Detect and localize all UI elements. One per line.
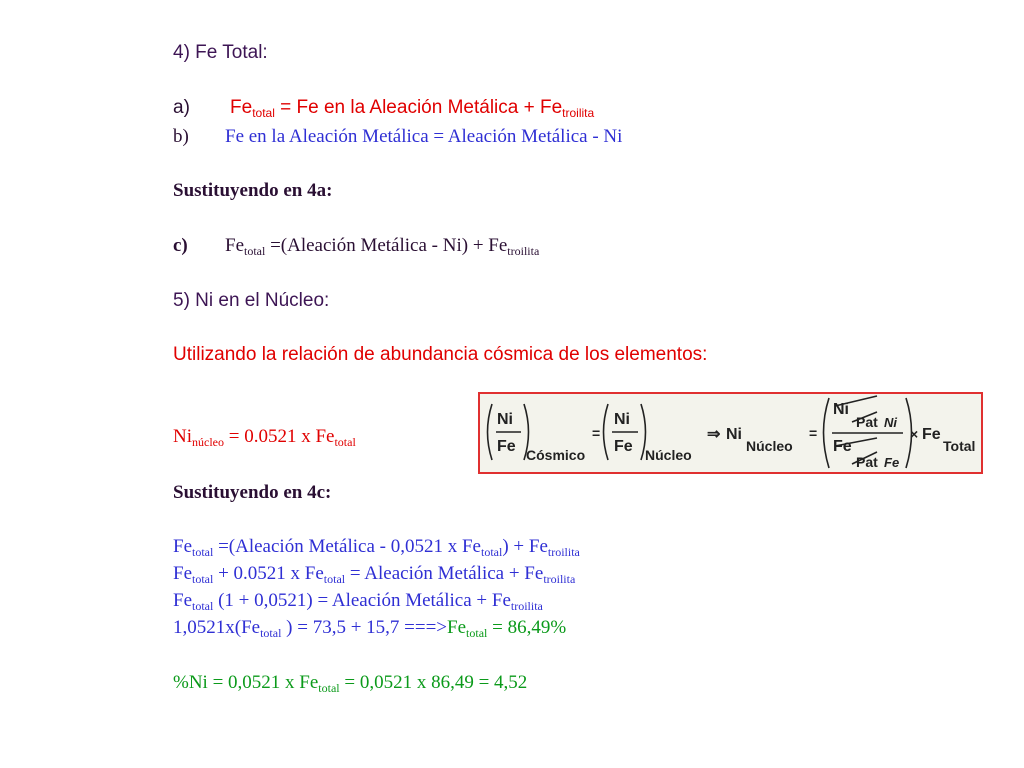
eq1-p3: ) + Fe xyxy=(502,536,548,557)
f-pat-ni: Ni xyxy=(884,415,897,430)
eq3-p2: (1 + 0,0521) = Aleación Metálica + Fe xyxy=(213,590,511,611)
equation-line-4 xyxy=(173,617,566,639)
sustituyendo-4a: Sustituyendo en 4a: xyxy=(173,180,333,201)
eq2-p1: Fe xyxy=(173,563,192,584)
eq1-p1: Fe xyxy=(173,536,192,557)
eq3-s2: troilita xyxy=(510,599,543,613)
eq2-p2: + 0.0521 x Fe xyxy=(213,563,324,584)
equation-a xyxy=(173,97,594,119)
f-cosmico: Cósmico xyxy=(526,447,586,463)
eq-a-fe: Fe xyxy=(230,97,253,118)
eq2-s3: troilita xyxy=(543,572,576,586)
eq4-p3: Fe xyxy=(447,617,467,638)
eq-b-text: Fe en la Aleación Metálica = Aleación Metálica - Ni xyxy=(225,126,623,147)
equation-b xyxy=(173,126,622,148)
f-ni-2: Ni xyxy=(614,411,630,428)
eq-a-sub-total: total xyxy=(252,106,275,120)
equation-line-1 xyxy=(173,536,580,558)
sustituyendo-4c: Sustituyendo en 4c: xyxy=(173,482,332,503)
f-nucleo-1: Núcleo xyxy=(645,447,692,463)
ni-nucleo-equation xyxy=(173,426,356,448)
f-pat-1: Pat xyxy=(856,414,878,430)
f-eq-1: = xyxy=(592,425,601,441)
f-total: Total xyxy=(943,438,976,454)
f-fe-3: Fe xyxy=(833,438,852,455)
label-b: b) xyxy=(173,126,189,147)
eq4-p2: ) = 73,5 + 15,7 ===> xyxy=(281,617,448,638)
eq4-s3: total xyxy=(466,626,488,640)
final-p1: %Ni = 0,0521 x Fe xyxy=(173,672,319,693)
ni-mid: = 0.0521 x Fe xyxy=(224,426,335,447)
f-fe-4: Fe xyxy=(922,426,941,443)
ni-sub-nucleo: núcleo xyxy=(192,435,224,449)
eq4-s1: total xyxy=(260,626,282,640)
eq-a-sub-troilita: troilita xyxy=(562,106,595,120)
cosmic-abundance-formula xyxy=(478,392,983,474)
label-c: c) xyxy=(173,235,188,256)
section-5-heading: 5) Ni en el Núcleo: xyxy=(173,290,330,311)
eq1-s1: total xyxy=(192,545,214,559)
eq3-p1: Fe xyxy=(173,590,192,611)
eq-c-fe: Fe xyxy=(225,235,244,256)
equation-line-2 xyxy=(173,563,575,585)
final-s1: total xyxy=(318,681,340,695)
label-a: a) xyxy=(173,97,190,118)
eq2-p3: = Aleación Metálica + Fe xyxy=(345,563,544,584)
eq2-s2: total xyxy=(323,572,346,586)
final-p2: = 0,0521 x 86,49 = 4,52 xyxy=(339,672,528,693)
eq1-s2: total xyxy=(481,545,503,559)
eq-a-rest: = Fe en la Aleación Metálica + Fe xyxy=(274,97,563,118)
f-nucleo-2: Núcleo xyxy=(746,438,793,454)
formula-graphic xyxy=(480,394,981,472)
eq-c-rest: =(Aleación Metálica - Ni) + Fe xyxy=(265,235,508,256)
eq1-s3: troilita xyxy=(547,545,580,559)
ni-sub-total: total xyxy=(334,435,356,449)
f-fe-2: Fe xyxy=(614,438,633,455)
eq4-p1: 1,0521x(Fe xyxy=(173,617,261,638)
ni-text: Ni xyxy=(173,426,192,447)
f-pat-2: Pat xyxy=(856,454,878,470)
f-ni-4: Ni xyxy=(833,401,849,418)
f-pat-fe: Fe xyxy=(884,455,900,470)
eq3-s1: total xyxy=(192,599,214,613)
f-eq-2: = xyxy=(809,425,818,441)
equation-c xyxy=(173,235,539,257)
f-times: × xyxy=(910,426,919,442)
final-result xyxy=(173,672,527,694)
equation-line-3 xyxy=(173,590,543,612)
section-4-heading: 4) Fe Total: xyxy=(173,42,268,63)
f-fe-1: Fe xyxy=(497,438,516,455)
eq2-s1: total xyxy=(192,572,214,586)
f-arrow: ⇒ xyxy=(707,426,721,443)
eq1-p2: =(Aleación Metálica - 0,0521 x Fe xyxy=(213,536,481,557)
f-ni-3: Ni xyxy=(726,426,742,443)
eq4-p4: = 86,49% xyxy=(487,617,567,638)
intro-text: Utilizando la relación de abundancia cósmica de los elementos: xyxy=(173,344,708,365)
eq-c-sub-total: total xyxy=(244,244,266,258)
f-ni-1: Ni xyxy=(497,411,513,428)
eq-c-sub-troilita: troilita xyxy=(507,244,540,258)
